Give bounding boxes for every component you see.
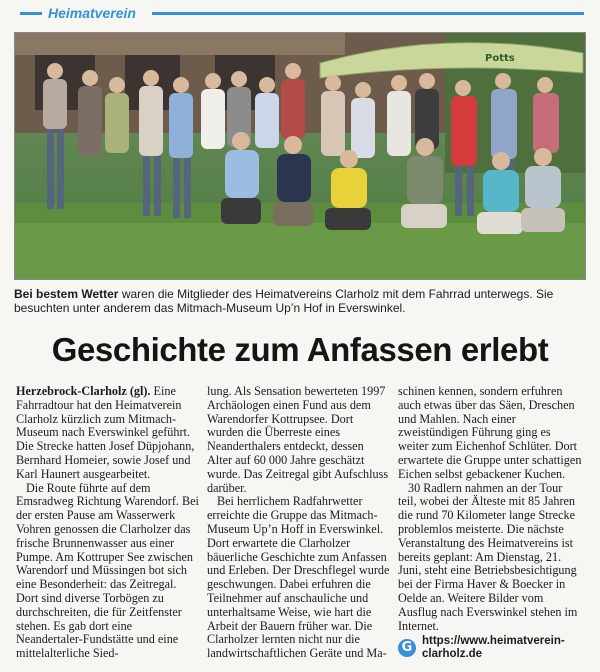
group-photo-illustration	[15, 33, 586, 280]
article-paragraph: Die Route führte auf dem Emsradweg Richtung Warendorf. Bei der ersten Pause am Wasserwerk Vohren genossen die Clarholzer das frische Brunnenwasser aus einer Pumpe. Am Kottruper See zwischen Warendorf und Müssingen bot sich eine Besonderheit: das Zeitregal. Dort sind diverse Torbögen zu durchschreiten, die für Zeitfenster stehen. Es gab dort eine Neandertaler-Fundstätte und eine mittelalterliche Sied-	[16, 480, 199, 661]
header-rule-right	[152, 12, 584, 15]
article-column-2	[207, 385, 391, 661]
parasol-text: Potts	[485, 53, 515, 64]
article-paragraph	[16, 385, 200, 482]
header-rule-left	[20, 12, 42, 15]
photo-caption	[14, 287, 586, 315]
paragraph-text: Eine Fahrradtour hat den Heimatverein Clarholz kürzlich zum Mitmach-Museum nach Everswinkel geführt. Die Strecke hatten Josef Düpjohann, Bernhard Homeier, sowie Josef und Karl Haunert ausgearbeitet.	[16, 384, 195, 481]
group-photo	[14, 32, 586, 280]
article-column-3	[398, 385, 582, 661]
article-paragraph: Bei herrlichem Radfahrwetter erreichte die Gruppe das Mitmach-Museum Up’n Hoff in Everswinkel. Dort erwartete die Clarholzer bäuerliche Geschichte zum Anfassen und Erleben. Der Dreschflegel wurde geschwungen. Dabei erfuhren die Teilnehmer auf anschauliche und unterhaltsame Weise, wie hart die Arbeit der Bauern früher war. Die Clarholzer lernten nicht nur die landwirtschaftlichen Geräte und Ma-	[207, 494, 390, 661]
web-reference	[398, 635, 582, 661]
article-paragraph: lung. Als Sensation bewerteten 1997 Archäologen einen Fund aus dem Warendorfer Kottrupsee. Dort wurden die Überreste eines Neanderthalers entdeckt, dessen Alter auf 60 000 Jahre geschätzt wurde. Das Zeitregal gibt Aufschluss darüber.	[207, 384, 389, 495]
caption-lead: Bei bestem Wetter	[14, 287, 119, 301]
article-paragraph: schinen kennen, sondern erfuhren auch etwas über das Säen, Dreschen und Mahlen. Nach einer zweistündigen Führung ging es weiter zum Eichenhof Schlüter. Dort erwartete die Gruppe unter schattigen Eichen selbst gebackener Kuchen.	[398, 384, 582, 481]
web-link-icon: G	[398, 639, 416, 657]
article-headline: Geschichte zum Anfassen erlebt	[51, 331, 549, 368]
web-link[interactable]: https://www.heimatverein-clarholz.de	[422, 635, 565, 661]
article-column-1	[16, 385, 200, 661]
roof-beam	[15, 33, 345, 55]
article-paragraph: 30 Radlern nahmen an der Tour teil, wobei der Älteste mit 85 Jahren die rund 70 Kilometer lange Strecke problemlos meisterte. Die nächste Veranstaltung des Heimatvereins ist bereits geplant: Am Dienstag, 21. Juni, steht eine Betriebsbesichtigung bei der Firma Haver & Boecker in Oelde an. Weitere Bilder vom Ausflug nach Everswinkel stehen im Internet.	[398, 480, 578, 633]
section-title: Heimatverein	[48, 5, 136, 21]
dateline: Herzebrock-Clarholz (gl).	[16, 384, 151, 398]
caption-text: waren die Mitglieder des Heimatvereins Clarholz mit dem Fahrrad unterwegs. Sie besuchten unter anderem das Mitmach-Museum Up’n Hof in Everswinkel.	[14, 287, 554, 315]
